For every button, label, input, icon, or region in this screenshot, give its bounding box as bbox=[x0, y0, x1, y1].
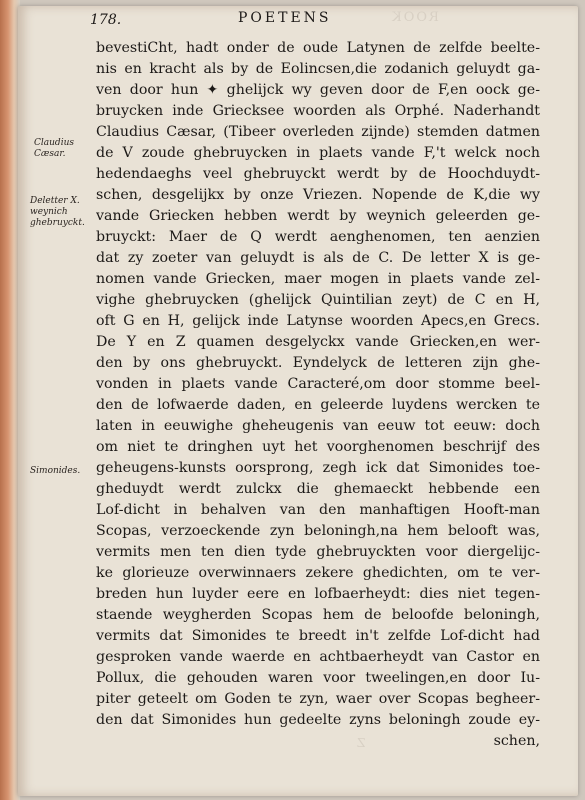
text-line: bruycken inde Griecksee woorden als Orphé. Naderhandt bbox=[96, 103, 540, 119]
text-line: vighe ghebruycken (ghelijck Quintilian zeyt) de C en H, bbox=[96, 292, 540, 308]
text-line: De Y en Z quamen desgelyckx vande Griecken,en wer- bbox=[96, 334, 540, 350]
text-line: vermits dat Simonides te breedt in't zelfde Lof-dicht had bbox=[96, 628, 540, 644]
text-line: gesproken vande waerde en achtbaerheydt van Castor en bbox=[96, 649, 540, 665]
text-line: vande Griecken hebben werdt by weynich geleerden ge- bbox=[96, 208, 540, 224]
text-line: Scopas, verzoeckende zyn beloningh,na hem belooft was, bbox=[96, 523, 540, 539]
text-line: de V zoude ghebruycken in plaets vande F,'t welck noch bbox=[96, 145, 540, 161]
page-number: 178. bbox=[90, 12, 122, 28]
text-line: ven door hun ✦ ghelijck wy geven door de F,en oock ge- bbox=[96, 82, 540, 98]
text-line: Claudius Cæsar, (Tibeer overleden zijnde) stemden datmen bbox=[96, 124, 540, 140]
text-line: staende weygherden Scopas hem de beloofde beloningh, bbox=[96, 607, 540, 623]
show-through-text: Z bbox=[355, 736, 366, 750]
book-edge bbox=[0, 0, 20, 800]
text-line: gheduydt werdt zulckx die ghemaeckt hebbende een bbox=[96, 481, 540, 497]
text-line: hedendaeghs veel ghebruyckt werdt by de Hoochduydt- bbox=[96, 166, 540, 182]
text-line: Lof-dicht in behalven van den manhaftigen Hooft-man bbox=[96, 502, 540, 518]
page-header bbox=[90, 10, 540, 30]
text-line: oft G en H, gelijck inde Latynse woorden Apecs,en Grecs. bbox=[96, 313, 540, 329]
text-line: piter geteelt om Goden te zyn, waer over Scopas begheer- bbox=[96, 691, 540, 707]
text-line: den dat Simonides hun gedeelte zyns beloningh zoude ey- bbox=[96, 712, 540, 728]
text-line: schen, desgelijkx by onze Vriezen. Nopende de K,die wy bbox=[96, 187, 540, 203]
text-line: vermits men ten dien tyde ghebruyckten voor diergelijc- bbox=[96, 544, 540, 560]
margin-note: Simonides. bbox=[30, 466, 81, 476]
text-line: den de lofwaerde daden, en geleerde luydens wercken te bbox=[96, 397, 540, 413]
text-line: breden hun luyder eere en lofbaerheydt: dies niet tegen- bbox=[96, 586, 540, 602]
margin-note: Claudius Cæsar. bbox=[34, 138, 74, 159]
text-line: bevestiCht, hadt onder de oude Latynen de zelfde beelte- bbox=[96, 40, 540, 56]
text-line: nomen vande Griecken, maer mogen in plaets vande zel- bbox=[96, 271, 540, 287]
text-line: Pollux, die gehouden waren voor tweelingen,en door Iu- bbox=[96, 670, 540, 686]
running-title: POETENS bbox=[238, 10, 332, 26]
text-line: nis en kracht als by de Eolincsen,die zodanich geluydt ga- bbox=[96, 61, 540, 77]
show-through-text: ROOK bbox=[390, 10, 439, 25]
text-line: ke glorieuze overwinnaers zekere ghedichten, om te ver- bbox=[96, 565, 540, 581]
text-line: geheugens-kunsts oorsprong, zegh ick dat Simonides toe- bbox=[96, 460, 540, 476]
margin-note: Deletter X. weynich ghebruyckt. bbox=[30, 196, 85, 228]
text-line: den by ons ghebruyckt. Eyndelyck de letteren zijn ghe- bbox=[96, 355, 540, 371]
catchword: schen, bbox=[493, 733, 540, 749]
text-line: vonden in plaets vande Caracteré,om door stomme beel- bbox=[96, 376, 540, 392]
text-line: dat zy zoeter van geluydt is als de C. De letter X is ge- bbox=[96, 250, 540, 266]
text-line: laten in eeuwighe gheheugenis van eeuw tot eeuw: doch bbox=[96, 418, 540, 434]
text-line: om niet te dringhen uyt het voorghenomen beschrijf des bbox=[96, 439, 540, 455]
text-line: bruyckt: Maer de Q werdt aenghenomen, ten aenzien bbox=[96, 229, 540, 245]
